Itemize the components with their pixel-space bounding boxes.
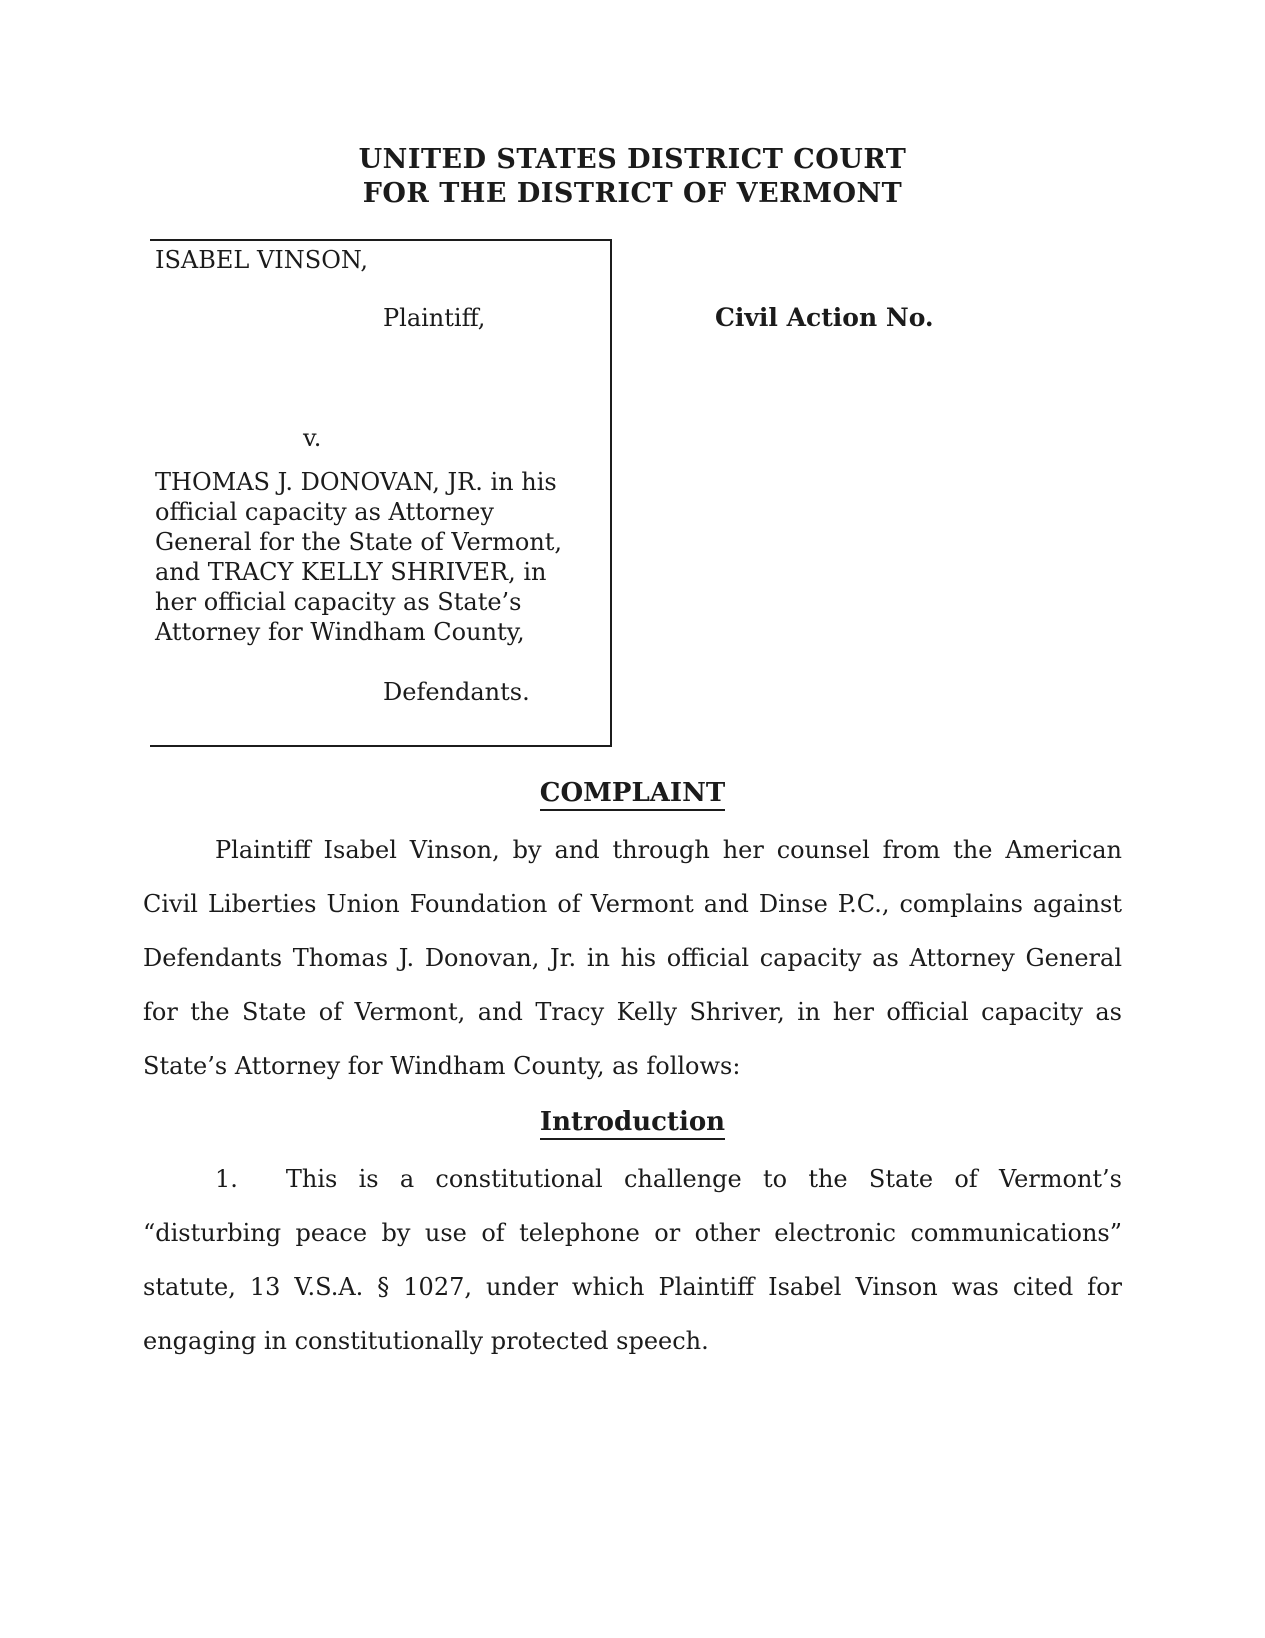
caption-box xyxy=(150,239,612,747)
introduction-heading: Introduction xyxy=(540,1107,725,1140)
court-header xyxy=(143,143,1122,211)
caption-right-column xyxy=(612,239,934,747)
complaint-heading-row xyxy=(143,778,1122,811)
introduction-heading-row xyxy=(143,1107,1122,1140)
versus-label: v. xyxy=(303,424,322,452)
numbered-paragraph-1 xyxy=(143,1152,1122,1368)
court-name-line2: FOR THE DISTRICT OF VERMONT xyxy=(362,178,903,209)
paragraph-text: This is a constitutional challenge to the State of Vermont’s “disturbing peace by use of telephone or other electronic communications” statute, 13 V.S.A. § 1027, under which Plaintiff Isabel Vinson was cited for engaging in constitutionally protected speech. xyxy=(143,1165,1122,1355)
defendants-text: THOMAS J. DONOVAN, JR. in his official capacity as Attorney General for the State of Vermont, and TRACY KELLY SHRIVER, in her official capacity as State’s Attorney for Windham County, xyxy=(155,468,563,646)
plaintiff-role-label: Plaintiff, xyxy=(383,304,486,332)
paragraph-number: 1. xyxy=(215,1165,238,1193)
defendants-role-label: Defendants. xyxy=(383,678,530,706)
complaint-opening-paragraph: Plaintiff Isabel Vinson, by and through her counsel from the American Civil Liberties Union Foundation of Vermont and Dinse P.C., complains against Defendants Thomas J. Donovan, Jr. in his official capacity as Attorney General for the State of Vermont, and Tracy Kelly Shriver, in her official capacity as State’s Attorney for Windham County, as follows: xyxy=(143,836,1122,1080)
case-caption-section xyxy=(150,239,1122,747)
civil-action-number-label: Civil Action No. xyxy=(715,303,934,332)
complaint-heading: COMPLAINT xyxy=(540,778,725,811)
court-name-line1: UNITED STATES DISTRICT COURT xyxy=(358,144,907,175)
plaintiff-name: ISABEL VINSON, xyxy=(155,246,368,274)
